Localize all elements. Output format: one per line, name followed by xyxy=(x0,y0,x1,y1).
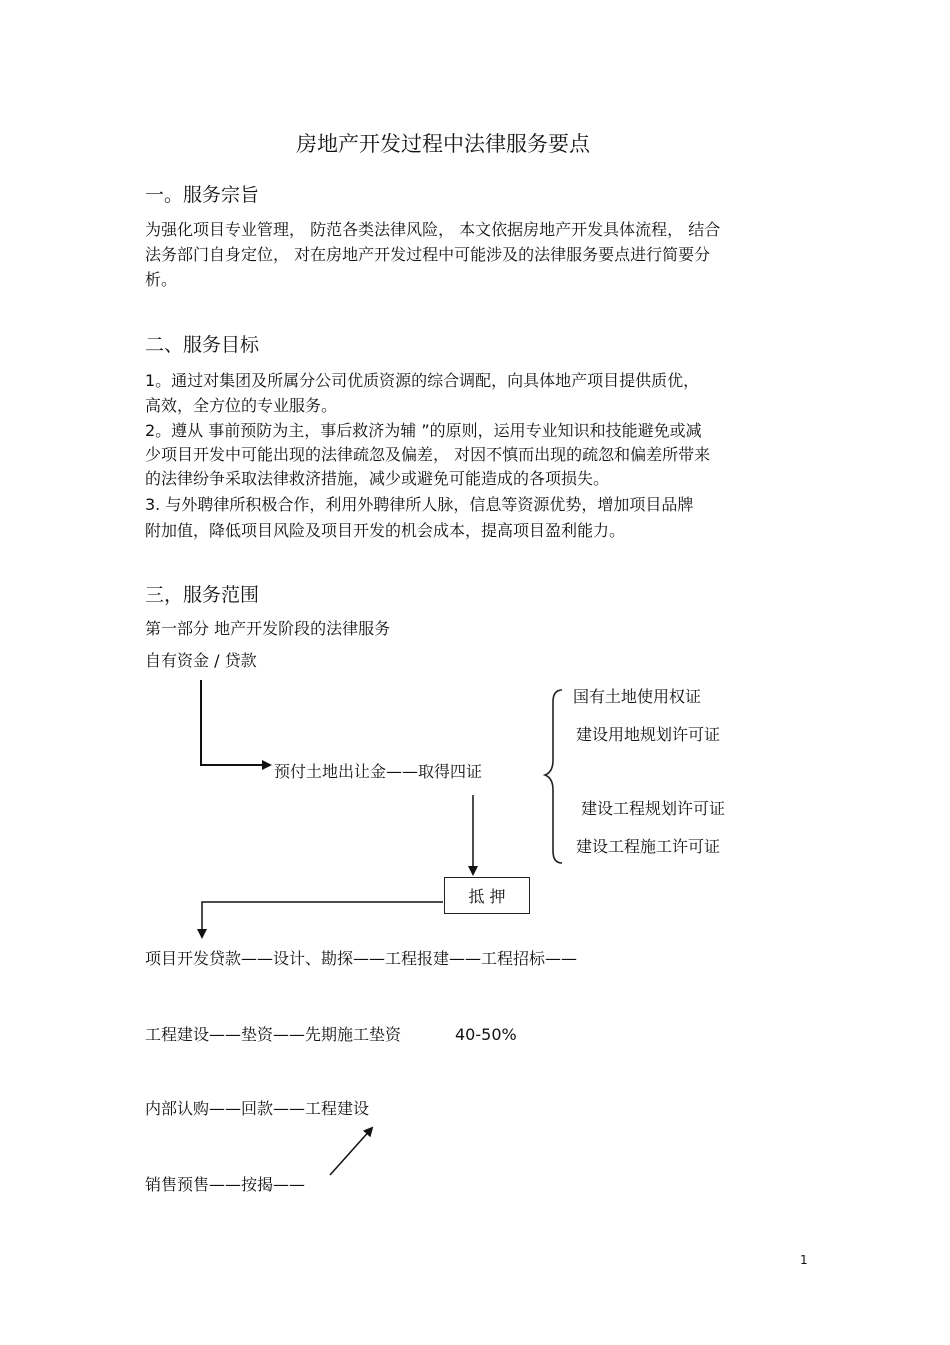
arrow-mortgage-to-loan xyxy=(202,902,443,937)
paragraph-line: 3. 与外聘律所积极合作，利用外聘律所人脉，信息等资源优势，增加项目品牌 xyxy=(145,495,694,514)
flow-deposit: 预付土地出让金——取得四证 xyxy=(274,762,483,781)
section-heading-purpose: 一。服务宗旨 xyxy=(145,184,260,206)
paragraph-line: 1。通过对集团及所属分公司优质资源的综合调配，向具体地产项目提供质优， xyxy=(145,371,700,390)
section-heading-goals: 二、服务目标 xyxy=(145,334,260,356)
arrow-start-to-deposit xyxy=(201,680,270,765)
flow-start: 自有资金 / 贷款 xyxy=(145,651,257,670)
paragraph-line: 的法律纷争采取法律救济措施，减少或避免可能造成的各项损失。 xyxy=(145,469,610,488)
paragraph-line: 为强化项目专业管理， 防范各类法律风险， 本文依据房地产开发具体流程， 结合 xyxy=(145,220,721,239)
certificates-brace xyxy=(545,690,562,863)
page-number: 1 xyxy=(800,1253,808,1267)
part-title: 第一部分 地产开发阶段的法律服务 xyxy=(145,619,391,638)
certificate-item: 建设工程施工许可证 xyxy=(576,837,721,856)
arrow-sales-to-construction xyxy=(330,1128,372,1175)
flow-row-internal-purchase: 内部认购——回款——工程建设 xyxy=(145,1099,370,1118)
paragraph-line: 2。遵从 事前预防为主，事后救济为辅 ”的原则，运用专业知识和技能避免或减 xyxy=(145,421,702,440)
page-title: 房地产开发过程中法律服务要点 xyxy=(296,132,590,156)
flow-row-presale: 销售预售——按揭—— xyxy=(145,1175,306,1194)
paragraph-line: 附加值，降低项目风险及项目开发的机会成本，提高项目盈利能力。 xyxy=(145,521,626,540)
section-heading-scope: 三，服务范围 xyxy=(145,584,260,606)
certificate-item: 建设工程规划许可证 xyxy=(581,799,726,818)
paragraph-line: 高效，全方位的专业服务。 xyxy=(145,396,338,415)
paragraph-line: 析。 xyxy=(145,270,178,289)
paragraph-line: 少项目开发中可能出现的法律疏忽及偏差， 对因不慎而出现的疏忽和偏差所带来 xyxy=(145,445,711,464)
mortgage-label: 抵 押 xyxy=(468,887,506,906)
flow-row-loan: 项目开发贷款——设计、勘探——工程报建——工程招标—— xyxy=(145,949,578,968)
certificate-item: 建设用地规划许可证 xyxy=(576,725,721,744)
mortgage-box xyxy=(444,877,530,914)
flow-row-construction: 工程建设——垫资——先期施工垫资 xyxy=(145,1025,402,1044)
paragraph-line: 法务部门自身定位， 对在房地产开发过程中可能涉及的法律服务要点进行简要分 xyxy=(145,245,711,264)
certificate-item: 国有土地使用权证 xyxy=(573,687,702,706)
flow-row-percentage: 40-50% xyxy=(455,1025,517,1044)
